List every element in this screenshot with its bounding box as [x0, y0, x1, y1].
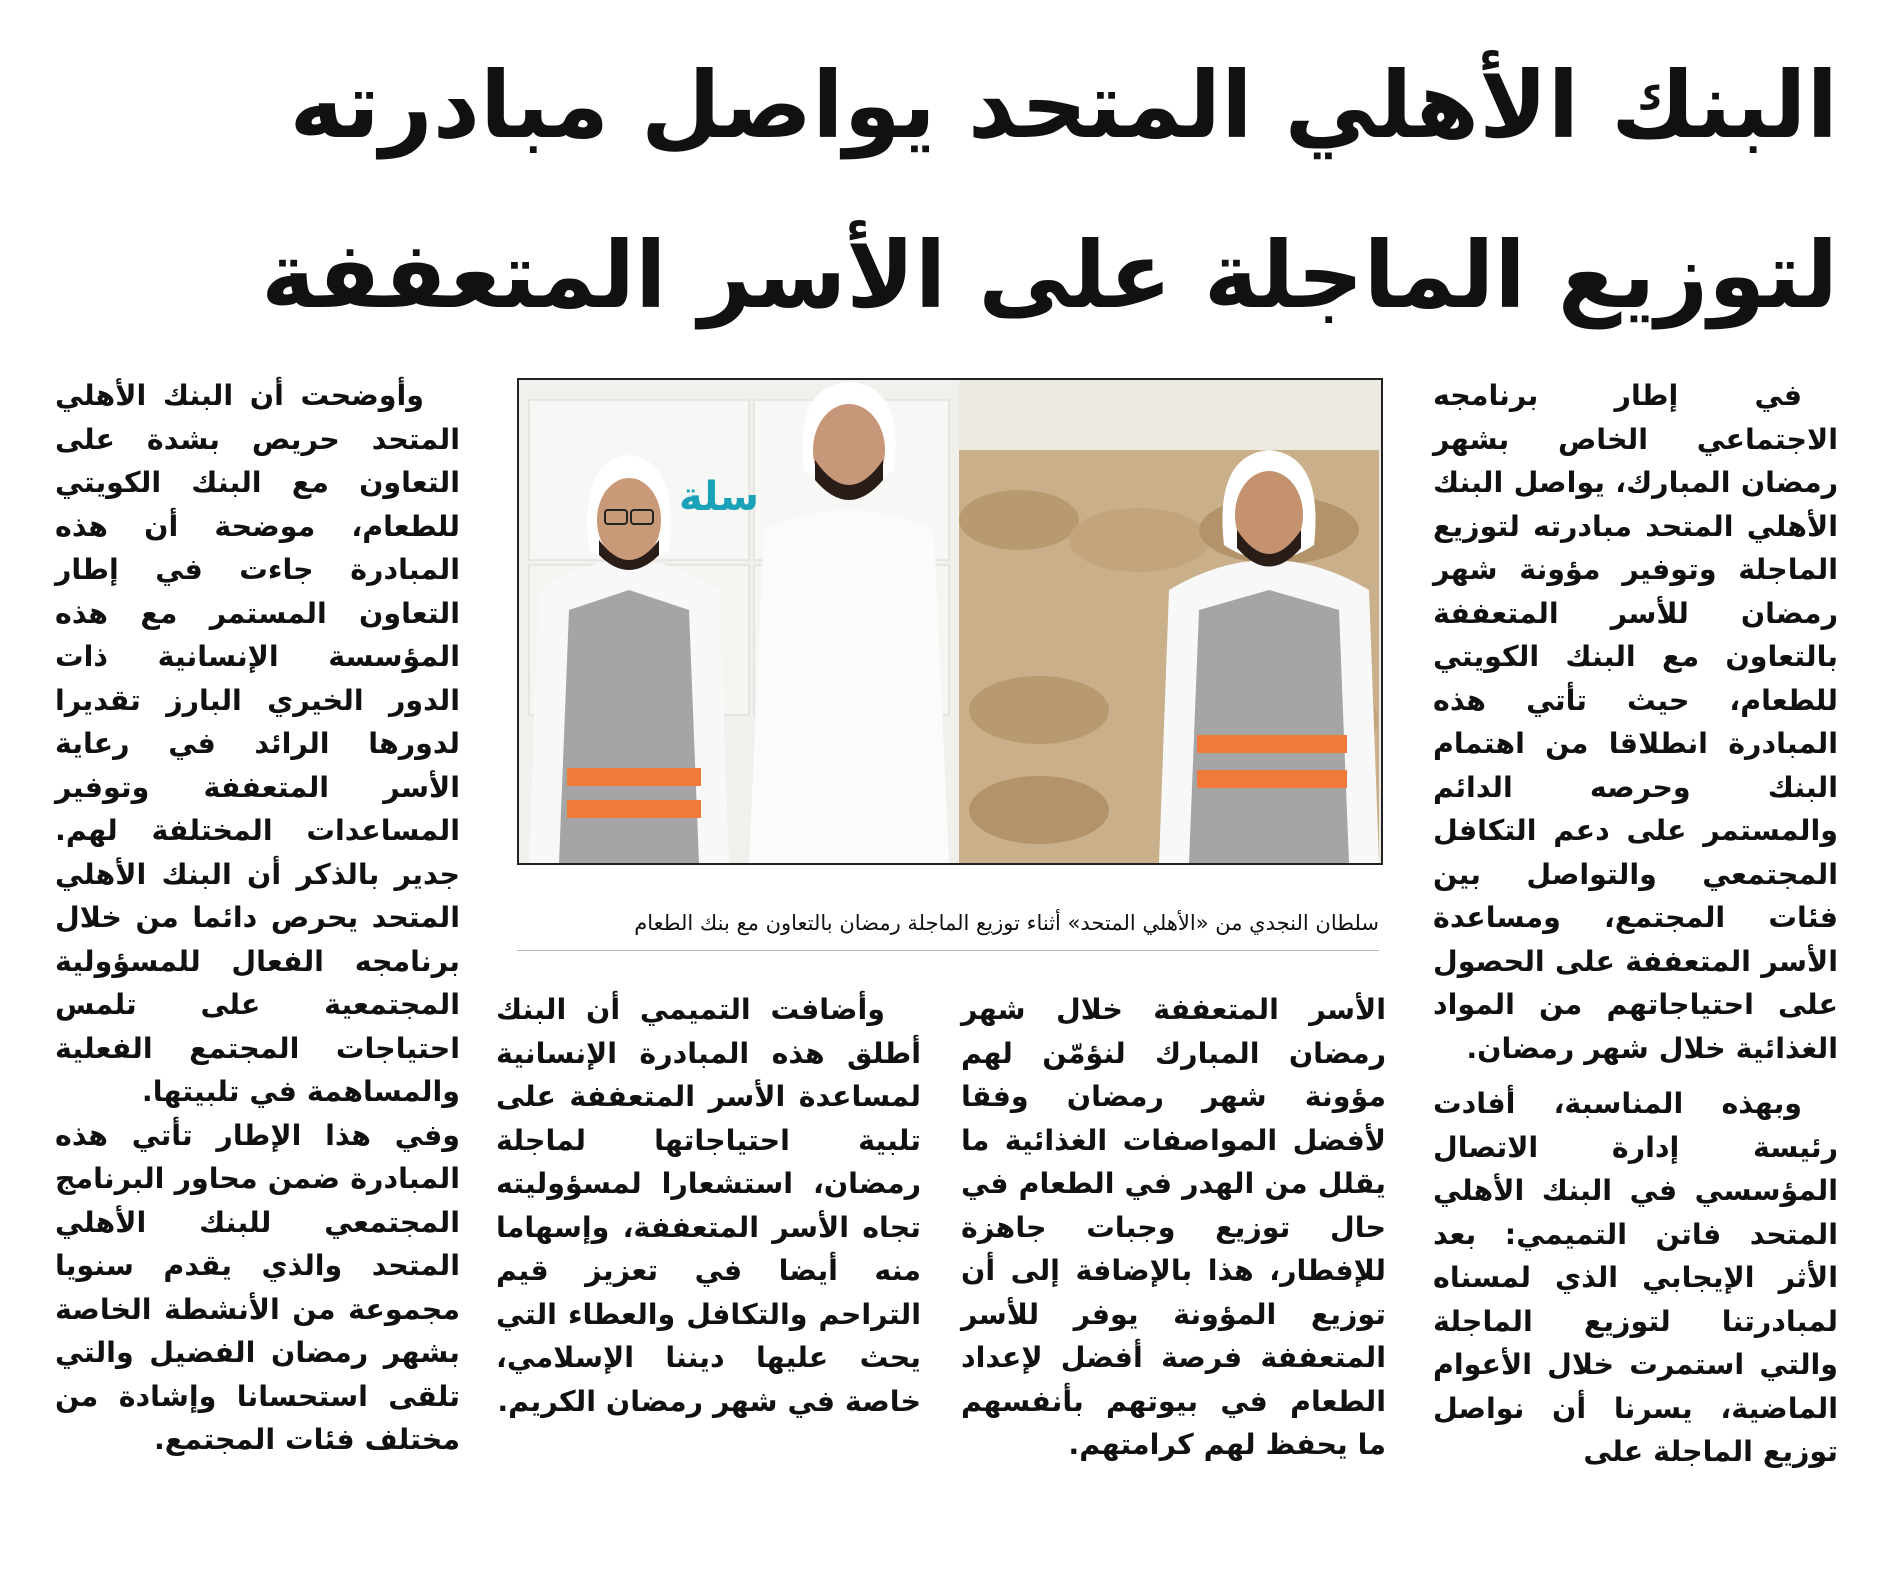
- headline-line-2: لتوزيع الماجلة على الأسر المتعففة: [261, 222, 1838, 329]
- article-column-3: [496, 988, 921, 1423]
- article-paragraph: وبهذه المناسبة، أفادت رئيسة إدارة الاتصال المؤسسي في البنك الأهلي المتحد فاتن التميمي: بعد الأثر الإيجابي الذي لمسناه لمبادرتنا لتوزيع الماجلة والتي استمرت خلال الأعوام الماضية، يسرنا أن نواصل توزيع الماجلة على: [1433, 1087, 1838, 1468]
- box-label-text: سلة: [679, 474, 759, 520]
- article-paragraph: الأسر المتعففة خلال شهر رمضان المبارك لنؤمّن لهم مؤونة شهر رمضان وفقا لأفضل المواصفات الغذائية ما يقلل من الهدر في الطعام في حال توزيع وجبات جاهزة للإفطار، هذا بالإضافة إلى أن توزيع المؤونة يوفر للأسر المتعففة فرصة أفضل لإعداد الطعام في بيوتهم بأنفسهم ما يحفظ لهم كرامتهم.: [961, 993, 1386, 1461]
- article-paragraph: في إطار برنامجه الاجتماعي الخاص بشهر رمضان المبارك، يواصل البنك الأهلي المتحد مبادرته لتوزيع الماجلة وتوفير مؤونة شهر رمضان للأسر المتعففة بالتعاون مع البنك الكويتي للطعام، حيث تأتي هذه المبادرة انطلاقا من اهتمام البنك وحرصه الدائم والمستمر على دعم التكافل المجتمعي والتواصل بين فئات المجتمع، ومساعدة الأسر المتعففة على الحصول على احتياجاتهم من المواد الغذائية خلال شهر رمضان.: [1433, 379, 1838, 1065]
- article-photo: [517, 378, 1383, 865]
- article-column-4: [55, 374, 460, 1462]
- article-paragraph: وفي هذا الإطار تأتي هذه المبادرة ضمن محاور البرنامج المجتمعي للبنك الأهلي المتحد والذي يقدم سنويا مجموعة من الأنشطة الخاصة بشهر رمضان الفضيل والتي تلقى استحسانا وإشادة من مختلف فئات المجتمع.: [55, 1118, 460, 1456]
- article-column-2: [961, 988, 1386, 1467]
- article-column-1: [1433, 374, 1838, 1474]
- photo-caption: سلطان النجدي من «الأهلي المتحد» أثناء توزيع الماجلة رمضان بالتعاون مع بنك الطعام: [634, 911, 1379, 935]
- caption-divider: [517, 950, 1379, 951]
- photo-illustration: [519, 380, 1381, 863]
- headline-line-1: البنك الأهلي المتحد يواصل مبادرته: [289, 52, 1838, 159]
- article-paragraph: وأضافت التميمي أن البنك أطلق هذه المبادرة الإنسانية لمساعدة الأسر المتعففة على تلبية احتياجاتها لماجلة رمضان، استشعارا لمسؤوليته تجاه الأسر المتعففة، وإسهاما منه أيضا في تعزيز قيم التراحم والتكافل والعطاء التي يحث عليها ديننا الإسلامي، خاصة في شهر رمضان الكريم.: [496, 993, 921, 1418]
- article-paragraph: وأوضحت أن البنك الأهلي المتحد حريص بشدة على التعاون مع البنك الكويتي للطعام، موضحة أن هذه المبادرة جاءت في إطار التعاون المستمر مع هذه المؤسسة الإنسانية ذات الدور الخيري البارز تقديرا لدورها الرائد في رعاية الأسر المتعففة وتوفير المساعدات المختلفة لهم. جدير بالذكر أن البنك الأهلي المتحد يحرص دائما من خلال برنامجه الفعال للمسؤولية المجتمعية على تلمس احتياجات المجتمع الفعلية والمساهمة في تلبيتها.: [55, 379, 460, 1108]
